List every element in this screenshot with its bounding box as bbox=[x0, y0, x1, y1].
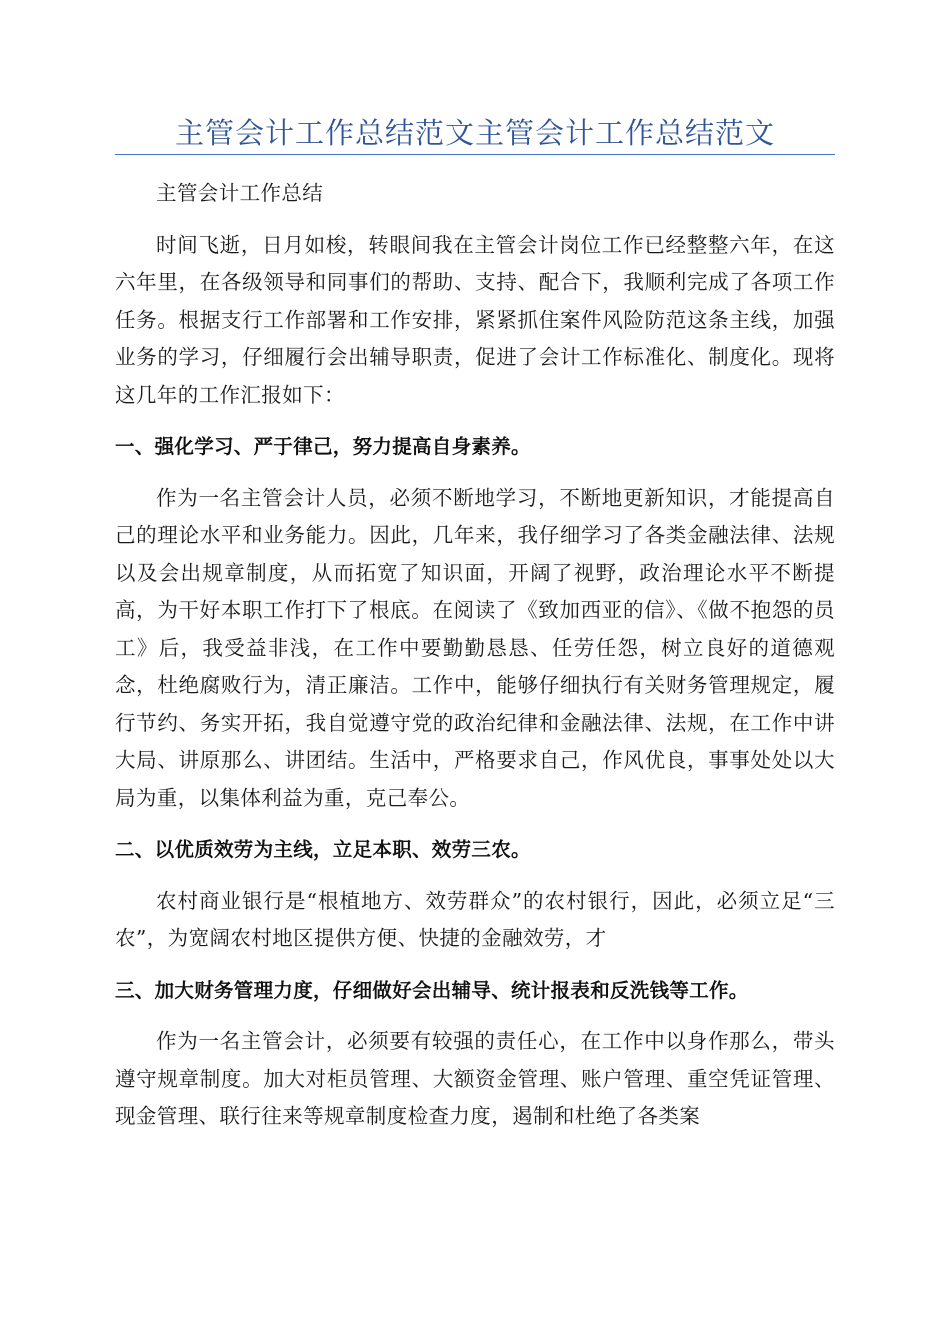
section-1-paragraph: 作为一名主管会计人员，必须不断地学习，不断地更新知识，才能提高自己的理论水平和业务能力。因此，几年来，我仔细学习了各类金融法律、法规以及会出规章制度，从而拓宽了知识面，开阔了视野，政治理论水平不断提高，为干好本职工作打下了根底。在阅读了《致加西亚的信》、《做不抱怨的员工》后，我受益非浅，在工作中要勤勤恳恳、任劳任怨，树立良好的道德观念，杜绝腐败行为，清正廉洁。工作中，能够仔细执行有关财务管理规定，履行节约、务实开拓，我自觉遵守党的政治纪律和金融法律、法规，在工作中讲大局、讲原那么、讲团结。生活中，严格要求自己，作风优良，事事处处以大局为重，以集体利益为重，克己奉公。 bbox=[115, 485, 835, 810]
intro-paragraph: 时间飞逝，日月如梭，转眼间我在主管会计岗位工作已经整整六年，在这六年里，在各级领导和同事们的帮助、支持、配合下，我顺利完成了各项工作任务。根据支行工作部署和工作安排，紧紧抓住案件风险防范这条主线，加强业务的学习，仔细履行会出辅导职责，促进了会计工作标准化、制度化。现将这几年的工作汇报如下： bbox=[115, 232, 835, 407]
document-body bbox=[115, 175, 835, 1150]
section-1-heading: 一、强化学习、严于律己，努力提高自身素养。 bbox=[115, 435, 531, 458]
section-3-paragraph: 作为一名主管会计，必须要有较强的责任心，在工作中以身作那么，带头遵守规章制度。加大对柜员管理、大额资金管理、账户管理、重空凭证管理、现金管理、联行往来等规章制度检查力度，遏制和杜绝了各类案 bbox=[115, 1029, 835, 1128]
document-title: 主管会计工作总结范文主管会计工作总结范文 bbox=[174, 116, 775, 150]
title-underline bbox=[115, 154, 835, 155]
section-3-heading: 三、加大财务管理力度，仔细做好会出辅导、统计报表和反洗钱等工作。 bbox=[115, 978, 749, 1002]
document-subtitle: 主管会计工作总结 bbox=[156, 181, 324, 205]
section-2-paragraph: 农村商业银行是“根植地方、效劳群众”的农村银行，因此，必须立足“三农”，为宽阔农村地区提供方便、快捷的金融效劳，才 bbox=[115, 888, 835, 950]
section-2-heading: 二、以优质效劳为主线，立足本职、效劳三农。 bbox=[115, 838, 531, 861]
